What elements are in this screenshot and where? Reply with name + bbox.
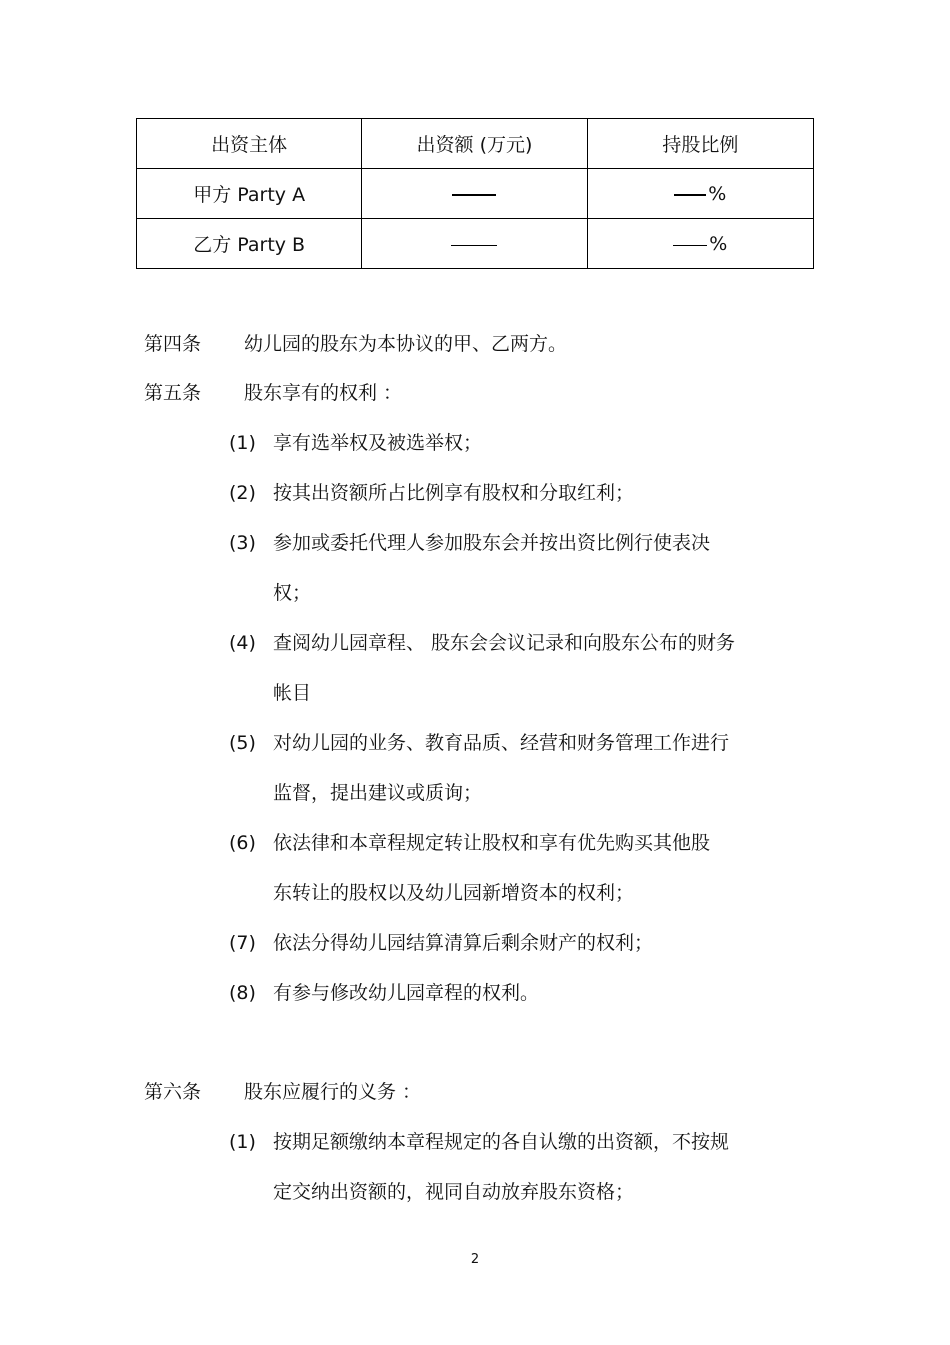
equity-table — [136, 118, 814, 269]
party-a-name: 甲方 Party A — [137, 169, 362, 219]
item-number: (2) — [229, 482, 256, 504]
item-text: 权； — [273, 582, 312, 604]
header-amount: 出资额 (万元) — [362, 119, 587, 169]
item-text: 按其出资额所占比例享有股权和分取红利； — [273, 482, 635, 504]
article-number: 第五条 — [144, 382, 202, 404]
percent-sign: % — [708, 182, 727, 205]
item-text: 依法分得幼儿园结算清算后剩余财产的权利； — [273, 932, 654, 954]
header-share: 持股比例 — [587, 119, 813, 169]
blank-line — [451, 244, 497, 246]
article-number: 第六条 — [144, 1081, 202, 1103]
party-b-share — [587, 219, 813, 269]
percent-sign: % — [709, 232, 728, 255]
article-number: 第四条 — [144, 333, 202, 355]
item-number: (4) — [229, 632, 256, 654]
item-number: (5) — [229, 732, 256, 754]
article-text: 股东应履行的义务 ： — [244, 1081, 422, 1103]
item-text: 参加或委托代理人参加股东会并按出资比例行使表决 — [273, 532, 711, 554]
item-number: (1) — [229, 1131, 256, 1153]
item-number: (3) — [229, 532, 256, 554]
item-text: 享有选举权及被选举权； — [273, 432, 483, 454]
party-b-amount — [362, 219, 587, 269]
item-text: 查阅幼儿园章程、 股东会会议记录和向股东公布的财务 — [273, 632, 736, 654]
item-number: (7) — [229, 932, 256, 954]
header-investor: 出资主体 — [137, 119, 362, 169]
item-text: 对幼儿园的业务、教育品质、经营和财务管理工作进行 — [273, 732, 730, 754]
item-text: 帐目 — [273, 682, 312, 704]
table-header-row — [137, 119, 814, 169]
party-b-name: 乙方 Party B — [137, 219, 362, 269]
table-row — [137, 219, 814, 269]
item-text: 定交纳出资额的，视同自动放弃股东资格； — [273, 1181, 635, 1203]
item-number: (1) — [229, 432, 256, 454]
item-number: (6) — [229, 832, 256, 854]
item-text: 东转让的股权以及幼儿园新增资本的权利； — [273, 882, 635, 904]
blank-line — [673, 244, 707, 246]
party-a-share — [587, 169, 813, 219]
item-text: 依法律和本章程规定转让股权和享有优先购买其他股 — [273, 832, 711, 854]
blank-line — [674, 193, 706, 196]
item-number: (8) — [229, 982, 256, 1004]
party-a-amount — [362, 169, 587, 219]
article-text: 幼儿园的股东为本协议的甲、乙两方。 — [244, 333, 568, 355]
article-text: 股东享有的权利 ： — [244, 382, 403, 404]
page-number: 2 — [470, 1252, 480, 1267]
item-text: 有参与修改幼儿园章程的权利。 — [273, 982, 540, 1004]
item-text: 按期足额缴纳本章程规定的各自认缴的出资额，不按规 — [273, 1131, 730, 1153]
table-row — [137, 169, 814, 219]
item-text: 监督，提出建议或质询； — [273, 782, 483, 804]
blank-line — [452, 193, 496, 196]
